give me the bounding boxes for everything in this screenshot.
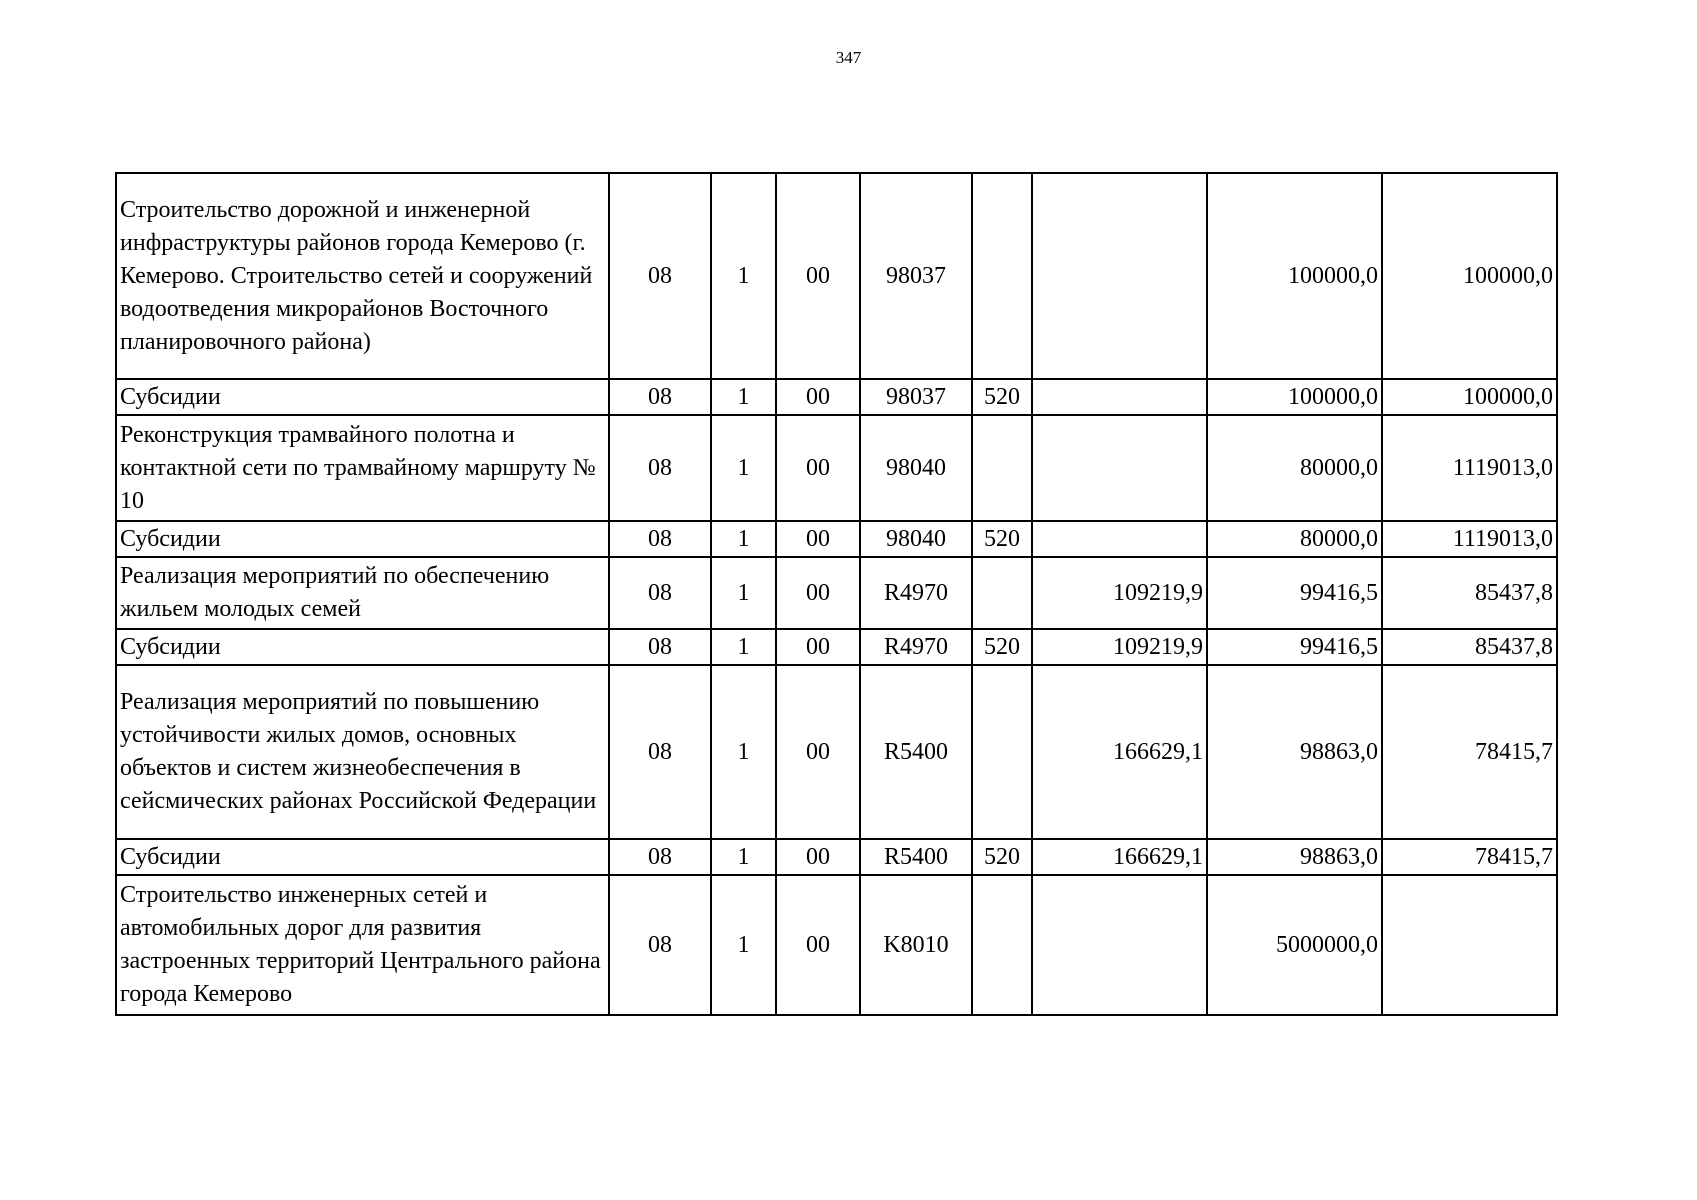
sum-year-2: 80000,0 [1207, 415, 1382, 521]
expense-type-code [972, 875, 1032, 1015]
table-row [116, 557, 1557, 629]
sum-year-3: 78415,7 [1382, 665, 1557, 839]
expense-type-code [972, 665, 1032, 839]
sum-year-2: 99416,5 [1207, 557, 1382, 629]
subprogram-code: 00 [776, 875, 860, 1015]
direction-code: K8010 [860, 875, 972, 1015]
direction-code: R4970 [860, 629, 972, 665]
subprogram-code: 00 [776, 379, 860, 415]
expense-type-code [972, 415, 1032, 521]
section-code: 08 [609, 379, 711, 415]
row-name: Субсидии [116, 629, 609, 665]
expense-type-code: 520 [972, 839, 1032, 875]
page-number: 347 [835, 48, 862, 67]
table-row [116, 875, 1557, 1015]
row-name: Строительство инженерных сетей и автомобильных дорог для развития застроенных территорий Центрального района города Кемерово [116, 875, 609, 1015]
subprogram-code: 00 [776, 839, 860, 875]
table-row [116, 379, 1557, 415]
program-code: 1 [711, 629, 776, 665]
table-row [116, 629, 1557, 665]
program-code: 1 [711, 557, 776, 629]
row-name: Субсидии [116, 379, 609, 415]
direction-code: 98037 [860, 173, 972, 379]
row-name: Реализация мероприятий по обеспечению жильем молодых семей [116, 557, 609, 629]
budget-table [115, 172, 1558, 1016]
sum-year-2: 99416,5 [1207, 629, 1382, 665]
sum-year-2: 100000,0 [1207, 173, 1382, 379]
sum-year-3 [1382, 875, 1557, 1015]
sum-year-2: 5000000,0 [1207, 875, 1382, 1015]
sum-year-3: 1119013,0 [1382, 521, 1557, 557]
table-row [116, 665, 1557, 839]
expense-type-code: 520 [972, 629, 1032, 665]
table-row [116, 521, 1557, 557]
sum-year-3: 100000,0 [1382, 379, 1557, 415]
sum-year-3: 100000,0 [1382, 173, 1557, 379]
subprogram-code: 00 [776, 521, 860, 557]
program-code: 1 [711, 173, 776, 379]
section-code: 08 [609, 875, 711, 1015]
subprogram-code: 00 [776, 557, 860, 629]
sum-year-2: 98863,0 [1207, 839, 1382, 875]
section-code: 08 [609, 839, 711, 875]
row-name: Реализация мероприятий по повышению устойчивости жилых домов, основных объектов и систем жизнеобеспечения в сейсмических районах Российской Федерации [116, 665, 609, 839]
sum-year-1 [1032, 379, 1207, 415]
sum-year-1: 166629,1 [1032, 839, 1207, 875]
row-name: Строительство дорожной и инженерной инфраструктуры районов города Кемерово (г. Кемерово. Строительство сетей и сооружений водоотведения микрорайонов Восточного планировочного района) [116, 173, 609, 379]
section-code: 08 [609, 415, 711, 521]
direction-code: 98037 [860, 379, 972, 415]
sum-year-1 [1032, 875, 1207, 1015]
sum-year-2: 100000,0 [1207, 379, 1382, 415]
sum-year-1 [1032, 415, 1207, 521]
section-code: 08 [609, 665, 711, 839]
program-code: 1 [711, 875, 776, 1015]
sum-year-3: 85437,8 [1382, 629, 1557, 665]
section-code: 08 [609, 557, 711, 629]
sum-year-2: 98863,0 [1207, 665, 1382, 839]
row-name: Субсидии [116, 521, 609, 557]
section-code: 08 [609, 173, 711, 379]
program-code: 1 [711, 521, 776, 557]
sum-year-3: 1119013,0 [1382, 415, 1557, 521]
program-code: 1 [711, 665, 776, 839]
sum-year-3: 85437,8 [1382, 557, 1557, 629]
sum-year-2: 80000,0 [1207, 521, 1382, 557]
direction-code: R5400 [860, 839, 972, 875]
sum-year-3: 78415,7 [1382, 839, 1557, 875]
subprogram-code: 00 [776, 665, 860, 839]
table-row [116, 173, 1557, 379]
table-row [116, 839, 1557, 875]
program-code: 1 [711, 379, 776, 415]
section-code: 08 [609, 521, 711, 557]
expense-type-code [972, 557, 1032, 629]
sum-year-1: 109219,9 [1032, 557, 1207, 629]
direction-code: 98040 [860, 521, 972, 557]
row-name: Реконструкция трамвайного полотна и контактной сети по трамвайному маршруту № 10 [116, 415, 609, 521]
sum-year-1 [1032, 521, 1207, 557]
direction-code: R4970 [860, 557, 972, 629]
sum-year-1 [1032, 173, 1207, 379]
direction-code: R5400 [860, 665, 972, 839]
sum-year-1: 109219,9 [1032, 629, 1207, 665]
table-row [116, 415, 1557, 521]
program-code: 1 [711, 839, 776, 875]
subprogram-code: 00 [776, 415, 860, 521]
expense-type-code: 520 [972, 521, 1032, 557]
section-code: 08 [609, 629, 711, 665]
expense-type-code [972, 173, 1032, 379]
expense-type-code: 520 [972, 379, 1032, 415]
program-code: 1 [711, 415, 776, 521]
row-name: Субсидии [116, 839, 609, 875]
subprogram-code: 00 [776, 629, 860, 665]
subprogram-code: 00 [776, 173, 860, 379]
direction-code: 98040 [860, 415, 972, 521]
sum-year-1: 166629,1 [1032, 665, 1207, 839]
